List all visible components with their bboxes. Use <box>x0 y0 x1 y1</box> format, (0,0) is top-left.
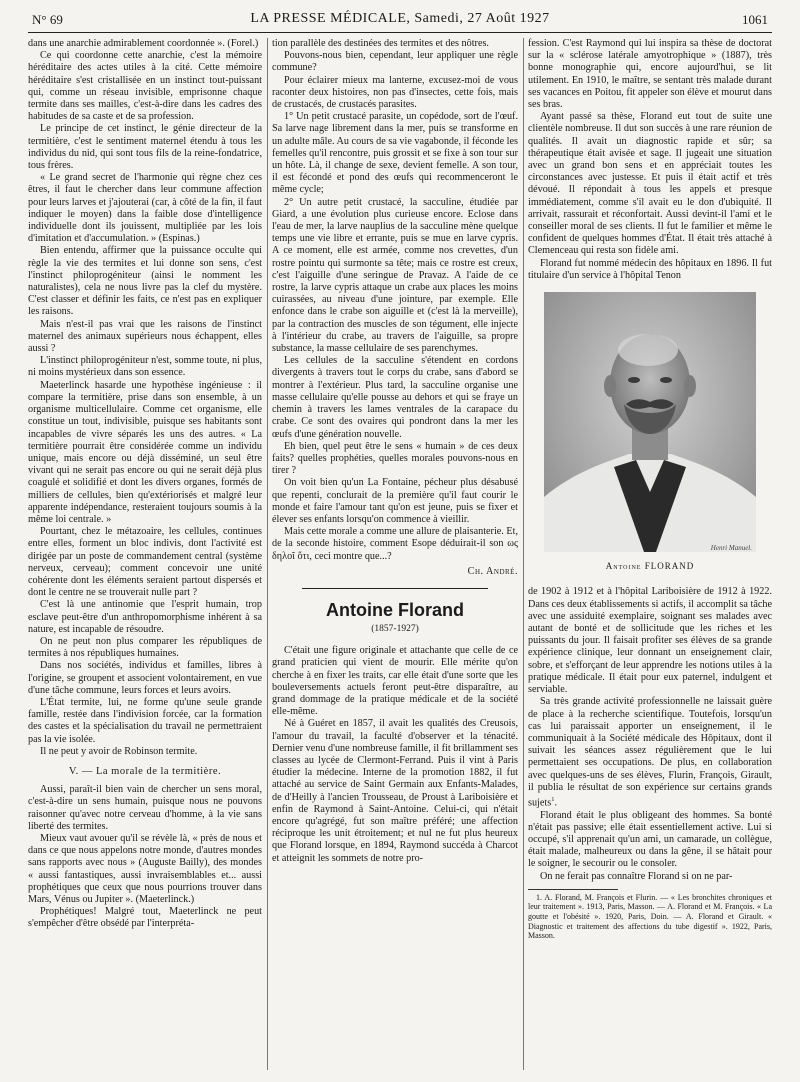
paragraph: Mais n'est-il pas vrai que les raisons de l'instinct maternel des animaux supérieurs nous échappent, elles aussi ? <box>28 318 262 355</box>
paragraph: de 1902 à 1912 et à l'hôpital Lariboisière de 1912 à 1922. Dans ces deux établissements si actifs, il accomplit sa tâche avec une assiduité exemplaire, soignant ses malades avec autant de bonté et de sollicitude que les riches et les puissants du jour. Il faisait profiter ses élèves de sa grande expérience clinique, leur donnant un enseignement clair, sobre, et s'efforçant de leur apprendre les notions utiles à la pratique médicale. Il était pour eux paternel, indulgent et serviable. <box>528 586 772 696</box>
paragraph: Pouvons-nous bien, cependant, leur appliquer une règle commune? <box>272 50 518 74</box>
paragraph: 1° Un petit crustacé parasite, un copédode, sort de l'œuf. Sa larve nage librement dans la mer, puis se transforme en un adulte mâle. Au cours de sa vie vagabonde, il féconde les femelles qu'il rencontre, puis grossit et se fixe à son tour sur un hôte. Là, il change de sexe, devient femelle. A son tour, il est fécondé et pond des œufs qui recommenceront le même cycle; <box>272 111 518 196</box>
journal-title: LA PRESSE MÉDICALE, Samedi, 27 Août 1927 <box>250 11 550 26</box>
paragraph: C'est là une antinomie que l'esprit humain, trop esclave peut-être d'un anthropomorphisme inhérent à sa nature, est incapable de résoudre. <box>28 599 262 635</box>
paragraph: Il ne peut y avoir de Robinson termite. <box>40 745 198 757</box>
paragraph: Ce qui coordonne cette anarchie, c'est la mémoire héréditaire des actes utiles à la cité. Cette mémoire héréditaire s'est cristallisée en un instinct tout-puissant qui, comme un réseau invisible, emprisonne chaque termite dans ses mailles, c'est-à-dire dans les cadres des habitudes de sa caste et de sa profession. <box>28 50 262 123</box>
paragraph: Aussi, paraît-il bien vain de chercher un sens moral, c'est-à-dire un sens humain, puisque nous ne pouvons raisonner qu'avec notre cerveau d'homme, à la vie sans liberté des termites. <box>28 784 262 832</box>
column-rule <box>267 38 268 1070</box>
footnote: 1. A. Florand, M. François et Flurin. — « Les bronchites chroniques et leur traitement ». 1913, Paris, Masson. — A. Florand et M. François. « La goutte et l'obésité ». 1920, Paris, Doin. — A. Florand et Girault. « Diagnostic et traitement des affections du tube digestif ». 1922, Paris, Masson. <box>528 892 772 941</box>
portrait-figure <box>544 292 756 554</box>
paragraph: Prophétiques! Malgré tout, Maeterlinck ne peut s'empêcher d'être obsédé par l'interpréta- <box>28 906 262 930</box>
paragraph: Dans nos sociétés, individus et familles, libres à l'origine, se groupent et associent volontairement, en vue d'une tâche commune, leurs forces et leurs avoirs. <box>28 660 262 696</box>
paragraph: L'instinct philoprogéniteur n'est, somme toute, ni plus, ni moins mystérieux dans son essence. <box>28 355 262 379</box>
paragraph: 2° Un autre petit crustacé, la sacculine, étudiée par Giard, a une évolution plus curieuse encore. Eclose dans l'eau de mer, la larve nauplius de la sacculine mène quelque temps une vie libre et errante, puis se mue en larve cypris. A ce moment, elle est armée, comme nos crevettes, d'un rostre pointu qui surmonte sa tête; mais ce rostre est creux, c'est l'aiguille d'une seringue de Pravaz. A l'aide de ce rostre, la larve cypris attaque un crabe aux places les moins cuirassées, au niveau d'une jointure, par exemple. Elle enfonce dans le crabe son aiguille et (c'est là la merveille), par la contraction des muscles de son tégument, elle injecte à l'intérieur du crabe, au travers de l'aiguille, sa propre substance, la masse cellulaire de ses parenchymes. <box>272 196 518 355</box>
author-signature: Ch. André. <box>467 565 518 577</box>
paragraph: dans une anarchie admirablement coordonnée ». (Forel.) <box>28 38 259 49</box>
paragraph: On voit bien qu'un La Fontaine, pécheur plus désabusé que repenti, conclurait de la première qu'il faut courir le monde et faire l'amour tant qu'on est jeune, puis se fixer et élever ses enfants lorsqu'on commence à vieillir. <box>272 477 518 525</box>
paragraph: Pourtant, chez le métazoaire, les cellules, continues entre elles, forment un bloc indivis, dont l'activité est dirigée par un poste de commandement central (système nerveux, cerveau); comment concevoir une unité cohérente dont les éléments seraient partout dispersés et dont le centre ne se trouverait nulle part ? <box>28 526 262 599</box>
paragraph: tion parallèle des destinées des termites et des nôtres. <box>272 38 489 49</box>
column-2 <box>272 38 518 865</box>
paragraph: Né à Guéret en 1857, il avait les qualités des Creusois, l'amour du travail, la faculté d'observer et la ténacité. Dernier venu d'une nombreuse famille, il fit brillamment ses classes au lycée de Clermont-Ferrand. Puis il vint à Paris étudier la médecine. Interne de la promotion 1882, il fut attaché au service de Saint Germain aux Enfants-Malades, de d'Heilly à l'ancien Trousseau, de Proust à Lariboisière et enfin de Raymond à Saint-Antoine. Celui-ci, qui n'était encore qu'agrégé, fut son maître préféré; une affection réciproque les unit étroitement; et nul ne fut plus heureux que Florand lorsque, en 1894, Raymond succéda à Charcot et atteignit les sommets de notre pro- <box>272 718 518 864</box>
issue-number: N° 69 <box>32 12 63 27</box>
paragraph: Pour éclairer mieux ma lanterne, excusez-moi de vous raconter deux histoires, non pas d'insectes, cette fois, mais de crustacés, de crustacés parasites. <box>272 74 518 111</box>
paragraph-text: Sa très grande activité professionnelle ne laissait guère de place à la recherche scientifique. Toutefois, lorsqu'un cas lui paraissait apporter un enseignement, il le communiquait à la Société médicale des Hôpitaux, dont il suivait les séances assez régulièrement que le lui permettaient ses occupations. De plus, en collaboration avec quelques-uns de ses élèves, Flurin, François, Girault, il publia le résultat de son expérience sur certains grands sujets <box>528 696 772 809</box>
paragraph: Maeterlinck hasarde une hypothèse ingénieuse : il compare la termitière, prise dans son ensemble, à un organisme multicellulaire. Comme cet organisme, elle constitue un tout, indivisible, puisque ses habitants sont incapables de vivre séparés les uns des autres. « La termitière pourrait être considérée comme un individu unique, mais encore ou déjà disséminé, un seul être vivant qui ne serait pas encore ou qui ne serait déjà plus coagulé et solidifié et dont les divers organes, formés de milliers de cellules, bien qu'extériorisés et malgré leur apparente indépendance, resteraient toujours soumis à la même loi centrale. » <box>28 379 262 525</box>
paragraph: Bien entendu, affirmer que la puissance occulte qui règle la vie des termites et lui donne son sens, c'est l'instinct philoprogéniteur (ainsi le nomment les naturalistes), cela ne nous livre pas la clef du mystère. C'est classer et définir les faits, ce n'est pas en expliquer les raisons. <box>28 245 262 318</box>
paragraph: Mais cette morale a comme une allure de plaisanterie. Et, de la seconde histoire, comment Esope déduirait-il son ως δηλοῖ ὅτι, ceci montre que...? <box>272 526 518 562</box>
section-heading: V. — La morale de la termitière. <box>68 765 222 777</box>
paragraph: Mieux vaut avouer qu'il se révèle là, « près de nous et dans ce que nous appelons notre monde, d'autres mondes sans rapports avec nous » (Auguste Bailly), des mondes « aussi fantastiques, aussi invraisemblables et... aussi prophétiques que ceux que nous pourrions trouver dans Mars, Vénus ou Jupiter ». (Maeterlinck.) <box>28 833 262 906</box>
portrait-photo <box>544 292 756 552</box>
paragraph: Ayant passé sa thèse, Florand eut tout de suite une clientèle nombreuse. Il dut son succès à une rare réunion de qualités. Il avait un diagnostic rapide et sûr; sa thérapeutique était avisée et sage. Il jugeait une situation avec un grand bon sens et en appréciait toutes les circonstances avec justesse. Et puis il était actif et très dévoué. Il répondait à tous les appels et presque immédiatement, comme s'il avait eu le don d'ubiquité. Il arrivait, rassurait et réconfortait. Aussi devint-il l'ami et le conseiller moral de ses clients. Il fut le familier et même le confident de quelques hommes d'État. Il était très attaché à Clemenceau qui resta son fidèle ami. <box>528 111 772 257</box>
paragraph: fession. C'est Raymond qui lui inspira sa thèse de doctorat sur la « sclérose latérale amyotrophique » (1887), très bonne monographie qui, encore aujourd'hui, se lit utilement. En 1910, le maître, se sentant très malade durant ses vacances en Poitou, fit appeler son élève et mourut dans ses bras. <box>528 38 772 111</box>
paragraph: L'État termite, lui, ne forme qu'une seule grande famille, restée dans l'indivision forcée, car la formation des castes et la spécialisation du travail ne permettraient pas la vie isolée. <box>28 696 262 745</box>
paragraph: « Le grand secret de l'harmonie qui règne chez ces êtres, il faut le chercher dans leur commune affection pour leurs larves et j'ajouterai (car, à côté de la fin, il faut indiquer le moyen) dans la faible dose d'intelligence individuelle dont ils jouissent, multipliée par les lois d'imitation et d'accumulation. » (Espinas.) <box>28 172 262 245</box>
column-1 <box>28 38 262 931</box>
footnote-rule <box>528 889 618 890</box>
column-rule <box>523 38 524 1070</box>
article-divider <box>302 588 488 589</box>
obituary-title: Antoine Florand <box>326 599 464 620</box>
paragraph: Florand était le plus obligeant des hommes. Sa bonté n'était pas passive; elle était essentiellement active. Lui si occupé, s'il apprenait qu'un ami, un camarade, un collègue, était malade, malheureux ou dans la gêne, il se hâtait pour le soigner, le secourir ou le consoler. <box>528 809 772 870</box>
paragraph: On ne ferait pas connaître Florand si on ne par- <box>540 870 733 882</box>
column-3 <box>528 38 772 941</box>
paragraph: Eh bien, quel peut être le sens « humain » de ces deux faits? quelles prophéties, quelles morales pouvons-nous en tirer ? <box>272 440 518 477</box>
photo-credit: Henri Manuel. <box>710 544 752 553</box>
footnote-ref: 1 <box>551 795 555 803</box>
paragraph: Sa très grande activité professionnelle ne laissait guère de place à la recherche scientifique. Toutefois, lorsqu'un cas lui paraissait apporter un enseignement, il le communiquait à la Société médicale des Hôpitaux, dont il suivait les séances assez régulièrement que le lui permettaient ses occupations. De plus, en collaboration avec quelques-uns de ses élèves, Flurin, François, Girault, il publia le résultat de son expérience sur certains grands sujets$^1$. <box>528 696 772 809</box>
photo-caption: Antoine FLORAND <box>605 561 695 572</box>
obituary-dates: (1857-1927) <box>371 623 419 634</box>
paragraph: Le principe de cet instinct, le génie directeur de la termitière, c'est le sentiment maternel étendu à tous les individus du nid, qui sont tous fils de la reine-fondatrice, tous frères. <box>28 123 262 172</box>
paragraph: Les cellules de la sacculine s'étendent en cordons divergents à travers tout le corps du crabe, sans d'abord se montrer à l'extérieur. Plus tard, la sacculine organise une masse cellulaire qu'elle pousse au dehors et qui se fraye un chemin à travers les lames ventrales de la carapace du crabe. Ce sont des ovaires qui pondront dans la mer les œufs d'une génération nouvelle. <box>272 355 518 440</box>
running-header <box>28 10 772 33</box>
paragraph: C'était une figure originale et attachante que celle de ce grand praticien qui vient de mourir. Elle mérite qu'on cherche à en fixer les traits, car elle était d'une sorte que les bouleversements actuels feront peut-être disparaître, au grand dommage de la pratique médicale et de la société elle-même. <box>272 645 518 718</box>
page-number: 1061 <box>742 12 768 27</box>
paragraph: On ne peut non plus comparer les républiques de termites à nos républiques humaines. <box>28 635 262 660</box>
paragraph: Florand fut nommé médecin des hôpitaux en 1896. Il fut titulaire d'un service à l'hôpital Tenon <box>528 257 772 281</box>
